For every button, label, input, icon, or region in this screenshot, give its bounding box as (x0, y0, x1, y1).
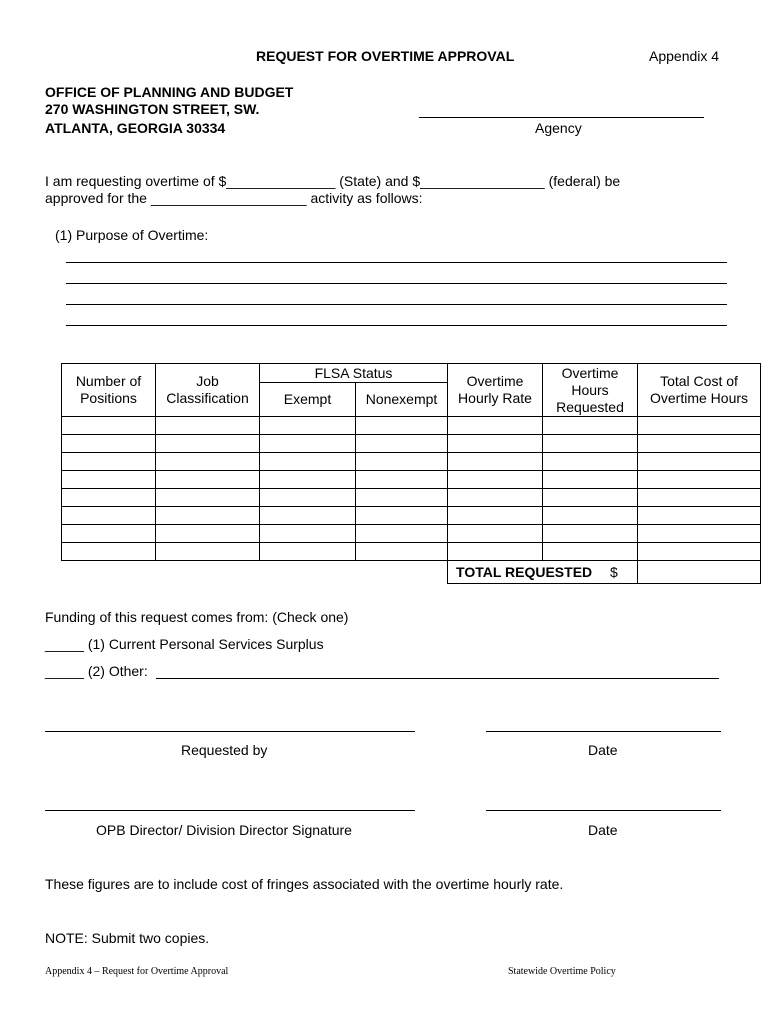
table-cell[interactable] (638, 489, 761, 507)
requested-by-label: Requested by (181, 742, 268, 758)
table-cell[interactable] (260, 453, 356, 471)
table-cell[interactable] (356, 435, 448, 453)
table-cell[interactable] (543, 453, 638, 471)
table-cell[interactable] (62, 471, 156, 489)
table-cell[interactable] (356, 489, 448, 507)
table-cell[interactable] (638, 417, 761, 435)
table-cell[interactable] (156, 435, 260, 453)
table-cell[interactable] (638, 543, 761, 561)
director-signature-label: OPB Director/ Division Director Signature (96, 822, 352, 838)
table-cell[interactable] (448, 417, 543, 435)
table-cell[interactable] (62, 435, 156, 453)
table-cell[interactable] (260, 507, 356, 525)
col-header-hourly-rate: Overtime Hourly Rate (448, 364, 543, 417)
table-cell[interactable] (543, 525, 638, 543)
table-cell[interactable] (638, 525, 761, 543)
table-cell[interactable] (62, 507, 156, 525)
table-cell[interactable] (156, 471, 260, 489)
table-cell[interactable] (260, 543, 356, 561)
table-cell[interactable] (638, 507, 761, 525)
funding-heading: Funding of this request comes from: (Check one) (45, 609, 349, 625)
funding-other-line[interactable] (156, 678, 719, 679)
purpose-line-2[interactable] (66, 283, 727, 284)
col-header-flsa-status: FLSA Status (260, 364, 448, 383)
table-cell[interactable] (448, 525, 543, 543)
table-cell[interactable] (260, 417, 356, 435)
table-cell[interactable] (156, 489, 260, 507)
table-cell[interactable] (448, 453, 543, 471)
table-cell[interactable] (156, 453, 260, 471)
overtime-table (61, 363, 761, 584)
agency-field-line[interactable] (419, 117, 704, 118)
request-line-1: I am requesting overtime of $______________ (State) and $________________ (federal) be (45, 173, 621, 189)
funding-option-2: _____ (2) Other: (45, 663, 148, 679)
table-cell[interactable] (260, 471, 356, 489)
col-header-job-classification: Job Classification (156, 364, 260, 417)
copies-note: NOTE: Submit two copies. (45, 930, 210, 946)
table-row (62, 453, 761, 471)
table-cell[interactable] (260, 489, 356, 507)
table-cell[interactable] (448, 543, 543, 561)
table-cell[interactable] (156, 525, 260, 543)
table-cell[interactable] (356, 417, 448, 435)
total-row (62, 561, 761, 584)
table-cell[interactable] (156, 417, 260, 435)
date-label-2: Date (588, 822, 618, 838)
date-line-1[interactable] (486, 731, 721, 732)
table-cell[interactable] (543, 417, 638, 435)
table-cell[interactable] (356, 543, 448, 561)
table-cell[interactable] (543, 507, 638, 525)
fringes-note: These figures are to include cost of fringes associated with the overtime hourly rate. (45, 876, 564, 892)
office-street: 270 WASHINGTON STREET, SW. (45, 101, 260, 117)
purpose-line-1[interactable] (66, 262, 727, 263)
col-header-exempt: Exempt (260, 383, 356, 417)
purpose-label: (1) Purpose of Overtime: (55, 227, 209, 243)
col-header-positions: Number of Positions (62, 364, 156, 417)
office-name: OFFICE OF PLANNING AND BUDGET (45, 84, 294, 100)
purpose-line-4[interactable] (66, 325, 727, 326)
director-signature-line[interactable] (45, 810, 415, 811)
footer-left: Appendix 4 – Request for Overtime Approval (45, 966, 229, 977)
table-cell[interactable] (156, 507, 260, 525)
col-header-total-cost: Total Cost of Overtime Hours (638, 364, 761, 417)
table-row (62, 417, 761, 435)
table-cell[interactable] (260, 435, 356, 453)
table-cell[interactable] (543, 435, 638, 453)
table-cell[interactable] (638, 471, 761, 489)
table-cell[interactable] (156, 543, 260, 561)
total-currency: $ (610, 563, 618, 580)
total-amount-cell[interactable] (638, 561, 761, 584)
agency-label: Agency (535, 120, 582, 136)
table-cell[interactable] (448, 489, 543, 507)
table-row (62, 525, 761, 543)
form-title: REQUEST FOR OVERTIME APPROVAL (256, 48, 515, 64)
table-cell[interactable] (448, 471, 543, 489)
table-row (62, 507, 761, 525)
footer-right: Statewide Overtime Policy (508, 966, 616, 977)
total-requested-label: TOTAL REQUESTED (456, 563, 593, 580)
col-header-hours-requested: Overtime Hours Requested (543, 364, 638, 417)
table-cell[interactable] (260, 525, 356, 543)
table-cell[interactable] (543, 543, 638, 561)
table-cell[interactable] (356, 471, 448, 489)
office-city: ATLANTA, GEORGIA 30334 (45, 120, 226, 136)
table-cell[interactable] (62, 525, 156, 543)
total-requested-cell (448, 561, 638, 584)
table-cell[interactable] (356, 525, 448, 543)
table-row (62, 489, 761, 507)
appendix-label: Appendix 4 (649, 48, 720, 64)
table-cell[interactable] (356, 507, 448, 525)
table-row (62, 435, 761, 453)
table-cell[interactable] (356, 453, 448, 471)
col-header-nonexempt: Nonexempt (356, 383, 448, 417)
funding-option-1: _____ (1) Current Personal Services Surplus (45, 636, 324, 652)
date-line-2[interactable] (486, 810, 721, 811)
requested-by-line[interactable] (45, 731, 415, 732)
request-line-2: approved for the ____________________ activity as follows: (45, 190, 423, 206)
table-row (62, 471, 761, 489)
table-cell[interactable] (62, 543, 156, 561)
table-cell[interactable] (543, 471, 638, 489)
table-row (62, 543, 761, 561)
table-cell[interactable] (543, 489, 638, 507)
table-cell[interactable] (448, 435, 543, 453)
date-label-1: Date (588, 742, 618, 758)
table-cell[interactable] (62, 453, 156, 471)
table-cell[interactable] (62, 489, 156, 507)
table-cell[interactable] (62, 417, 156, 435)
table-cell[interactable] (448, 507, 543, 525)
table-cell[interactable] (638, 435, 761, 453)
purpose-line-3[interactable] (66, 304, 727, 305)
table-cell[interactable] (638, 453, 761, 471)
